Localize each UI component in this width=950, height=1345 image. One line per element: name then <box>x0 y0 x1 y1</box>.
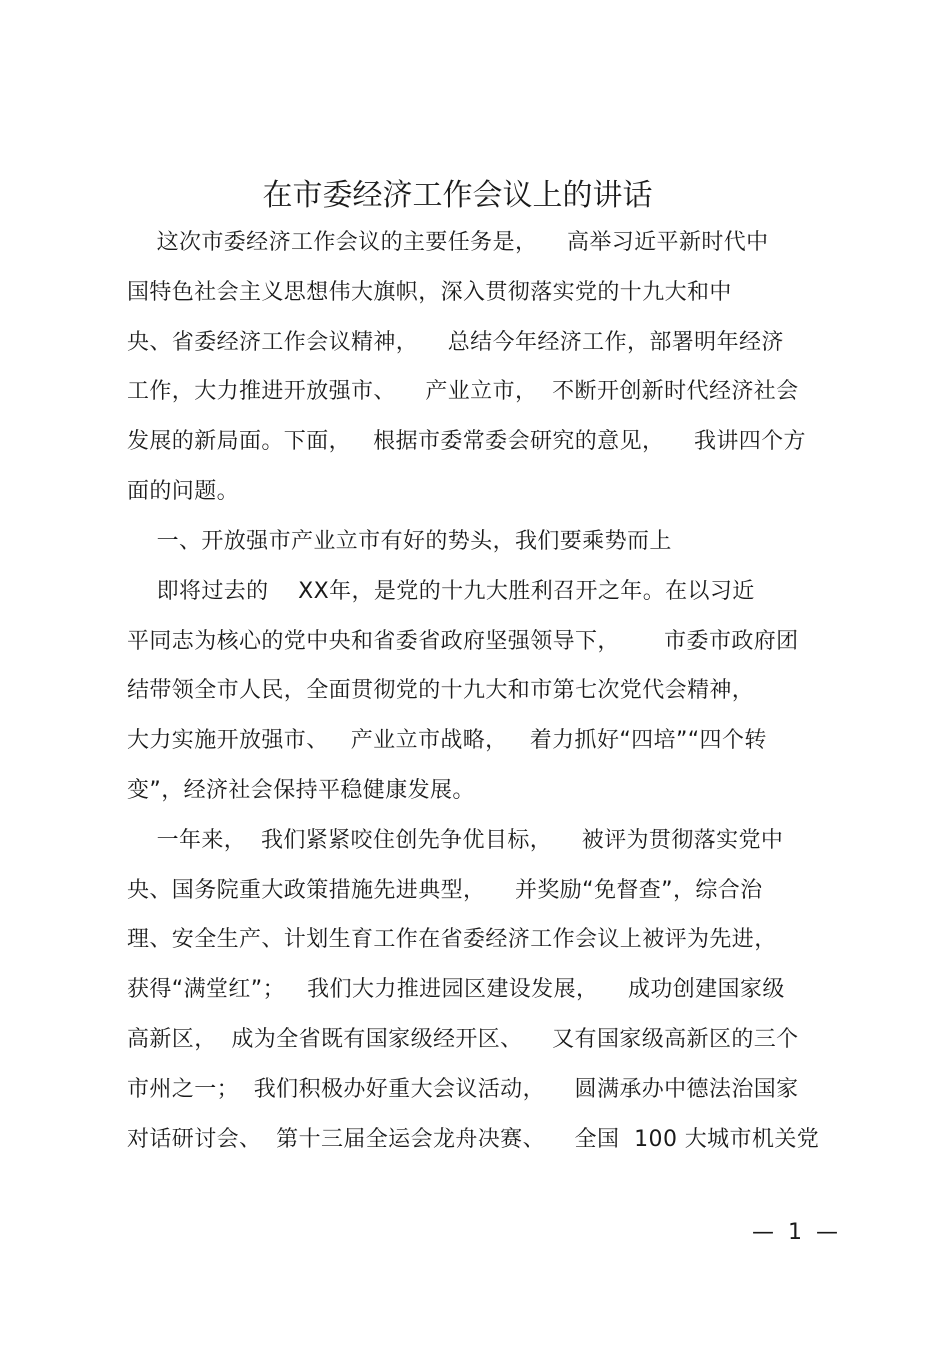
body-line: 发展的新局面。下面， 根据市委常委会研究的意见， 我讲四个方 <box>127 429 806 454</box>
body-line: 对话研讨会、 第十三届全运会龙舟决赛、 全国 100 大城市机关党 <box>127 1127 820 1152</box>
document-title: 在市委经济工作会议上的讲话 <box>262 178 653 213</box>
body-line: 国特色社会主义思想伟大旗帜，深入贯彻落实党的十九大和中 <box>127 280 732 305</box>
body-line: 一年来， 我们紧紧咬住创先争优目标， 被评为贯彻落实党中 <box>127 828 784 853</box>
body-line: 面的问题。 <box>127 479 240 504</box>
body-line: 大力实施开放强市、 产业立市战略， 着力抓好“四培”“四个转 <box>127 728 767 753</box>
body-line: 这次市委经济工作会议的主要任务是， 高举习近平新时代中 <box>127 230 769 255</box>
body-line: 即将过去的 XX年，是党的十九大胜利召开之年。在以习近 <box>127 579 755 604</box>
body-line: 理、安全生产、计划生育工作在省委经济工作会议上被评为先进， <box>127 927 777 952</box>
body-line: 工作，大力推进开放强市、 产业立市， 不断开创新时代经济社会 <box>127 379 799 404</box>
body-line: 变”，经济社会保持平稳健康发展。 <box>127 778 475 803</box>
section-heading: 一、开放强市产业立市有好的势头，我们要乘势而上 <box>127 529 672 554</box>
body-line: 市州之一； 我们积极办好重大会议活动， 圆满承办中德法治国家 <box>127 1077 799 1102</box>
body-line: 平同志为核心的党中央和省委省政府坚强领导下， 市委市政府团 <box>127 629 799 654</box>
page-number: — 1 — <box>752 1220 838 1245</box>
body-line: 结带领全市人民，全面贯彻党的十九大和市第七次党代会精神， <box>127 678 755 703</box>
body-line: 央、国务院重大政策措施先进典型， 并奖励“免督查”，综合治 <box>127 878 763 903</box>
body-line: 获得“满堂红”； 我们大力推进园区建设发展， 成功创建国家级 <box>127 977 785 1002</box>
body-line: 央、省委经济工作会议精神， 总结今年经济工作，部署明年经济 <box>127 330 784 355</box>
body-line: 高新区， 成为全省既有国家级经开区、 又有国家级高新区的三个 <box>127 1027 799 1052</box>
